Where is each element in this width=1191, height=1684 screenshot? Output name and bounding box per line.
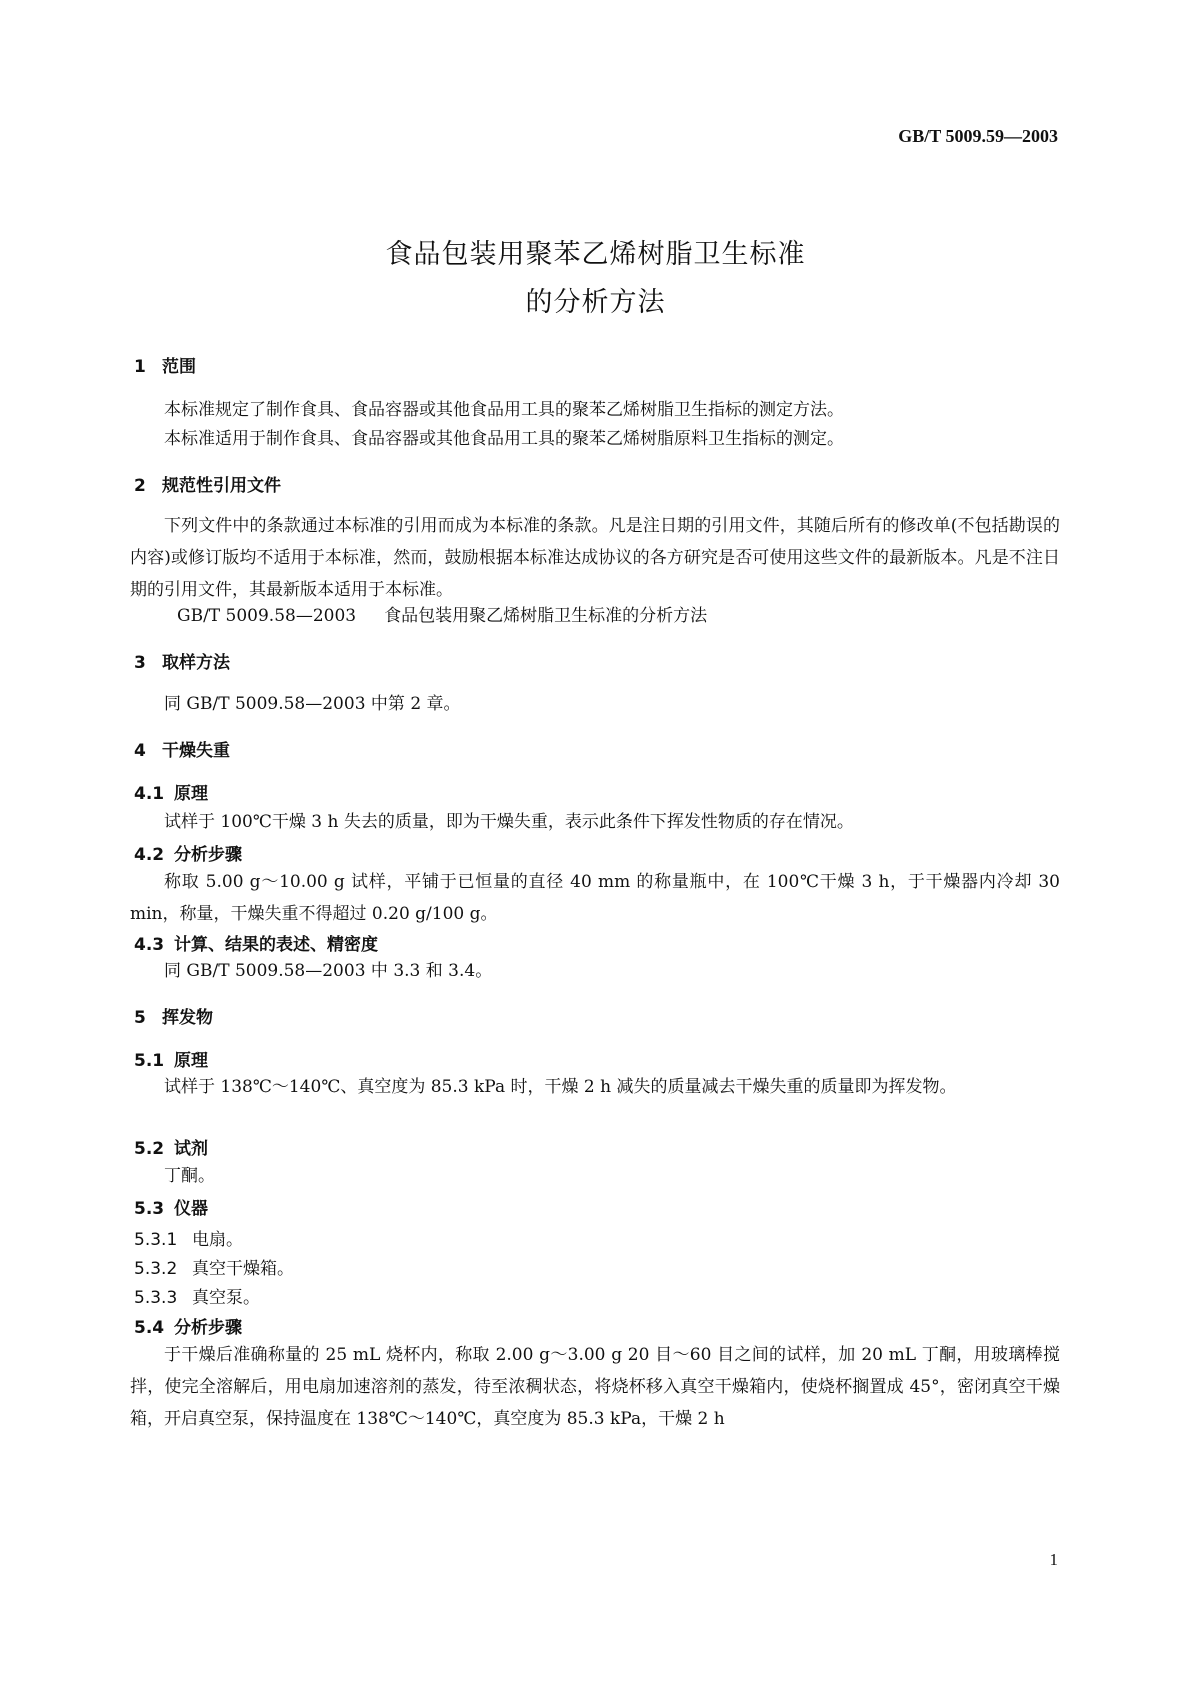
subsection-title: 分析步骤: [174, 845, 242, 865]
reference-title: 食品包装用聚乙烯树脂卫生标准的分析方法: [384, 606, 708, 626]
section-number: 2: [134, 476, 146, 496]
section-title: 规范性引用文件: [162, 476, 281, 496]
section-4-heading: [134, 736, 230, 761]
subsection-title: 原理: [174, 1051, 208, 1071]
section-number: 3: [134, 653, 146, 673]
subsection-title: 原理: [174, 784, 208, 804]
subsection-4-3-heading: [134, 930, 378, 955]
section-number: 5: [134, 1008, 146, 1028]
subsection-5-4-paragraph: 于干燥后准确称量的 25 mL 烧杯内，称取 2.00 g～3.00 g 20 目～60 目之间的试样，加 20 mL 丁酮，用玻璃棒搅拌，使完全溶解后，用电扇加速溶剂的蒸发，待至浓稠状态，将烧杯移入真空干燥箱内，使烧杯搁置成 45°，密闭真空干燥箱，开启真空泵，保持温度在 138℃～140℃，真空度为 85.3 kPa，干燥 2 h: [130, 1345, 1060, 1429]
subsection-number: 5.4: [134, 1318, 165, 1338]
section-1-paragraph-1: 本标准规定了制作食具、食品容器或其他食品用工具的聚苯乙烯树脂卫生指标的测定方法。: [164, 400, 844, 420]
subsection-number: 4.3: [134, 935, 165, 955]
reference-code: GB/T 5009.58—2003: [177, 606, 357, 626]
subsection-5-1-heading: [134, 1046, 208, 1071]
section-title: 范围: [162, 357, 196, 377]
subsection-5-4-heading: [134, 1313, 242, 1338]
subsection-title: 计算、结果的表述、精密度: [174, 935, 378, 955]
section-3-heading: [134, 648, 230, 673]
standard-code: GB/T 5009.59—2003: [898, 126, 1058, 146]
item-text: 真空干燥箱。: [192, 1259, 294, 1279]
section-number: 4: [134, 741, 146, 761]
item-5-3-1: [134, 1225, 243, 1250]
page-number: 1: [1049, 1550, 1058, 1569]
section-title: 干燥失重: [162, 741, 230, 761]
subsection-5-2-heading: [134, 1134, 208, 1159]
item-text: 真空泵。: [192, 1288, 260, 1308]
section-title: 取样方法: [162, 653, 230, 673]
document-title-line1: 食品包装用聚苯乙烯树脂卫生标准: [385, 239, 806, 270]
section-3-paragraph: 同 GB/T 5009.58—2003 中第 2 章。: [164, 694, 461, 714]
item-number: 5.3.1: [134, 1230, 178, 1250]
subsection-5-1-paragraph: 试样于 138℃～140℃、真空度为 85.3 kPa 时，干燥 2 h 减失的质量减去干燥失重的质量即为挥发物。: [164, 1077, 957, 1097]
subsection-title: 仪器: [174, 1199, 208, 1219]
subsection-number: 5.1: [134, 1051, 165, 1071]
subsection-number: 5.3: [134, 1199, 165, 1219]
document-title-line2: 的分析方法: [525, 287, 666, 318]
section-title: 挥发物: [162, 1008, 213, 1028]
subsection-4-1-paragraph: 试样于 100℃干燥 3 h 失去的质量，即为干燥失重，表示此条件下挥发性物质的存在情况。: [164, 812, 854, 832]
subsection-title: 分析步骤: [174, 1318, 242, 1338]
section-5-heading: [134, 1003, 213, 1028]
subsection-4-3-paragraph: 同 GB/T 5009.58—2003 中 3.3 和 3.4。: [164, 961, 493, 981]
subsection-4-2-heading: [134, 840, 242, 865]
subsection-number: 5.2: [134, 1139, 165, 1159]
subsection-5-3-heading: [134, 1194, 208, 1219]
item-number: 5.3.2: [134, 1259, 178, 1279]
item-text: 电扇。: [192, 1230, 243, 1250]
subsection-title: 试剂: [174, 1139, 208, 1159]
subsection-4-1-heading: [134, 779, 208, 804]
subsection-number: 4.2: [134, 845, 165, 865]
section-1-paragraph-2: 本标准适用于制作食具、食品容器或其他食品用工具的聚苯乙烯树脂原料卫生指标的测定。: [164, 429, 844, 449]
subsection-5-2-paragraph: 丁酮。: [164, 1166, 215, 1186]
subsection-4-2-paragraph: 称取 5.00 g～10.00 g 试样，平铺于已恒量的直径 40 mm 的称量瓶中，在 100℃干燥 3 h，于干燥器内冷却 30 min，称量，干燥失重不得超过 0.20 g/100 g。: [130, 872, 1060, 924]
section-2-heading: [134, 471, 281, 496]
item-5-3-3: [134, 1283, 260, 1308]
subsection-number: 4.1: [134, 784, 165, 804]
item-5-3-2: [134, 1254, 294, 1279]
item-number: 5.3.3: [134, 1288, 178, 1308]
section-1-heading: [134, 352, 196, 377]
normative-reference: [177, 601, 707, 626]
section-2-paragraph: 下列文件中的条款通过本标准的引用而成为本标准的条款。凡是注日期的引用文件，其随后所有的修改单(不包括勘误的内容)或修订版均不适用于本标准，然而，鼓励根据本标准达成协议的各方研究是否可使用这些文件的最新版本。凡是不注日期的引用文件，其最新版本适用于本标准。: [130, 516, 1060, 600]
section-number: 1: [134, 357, 146, 377]
